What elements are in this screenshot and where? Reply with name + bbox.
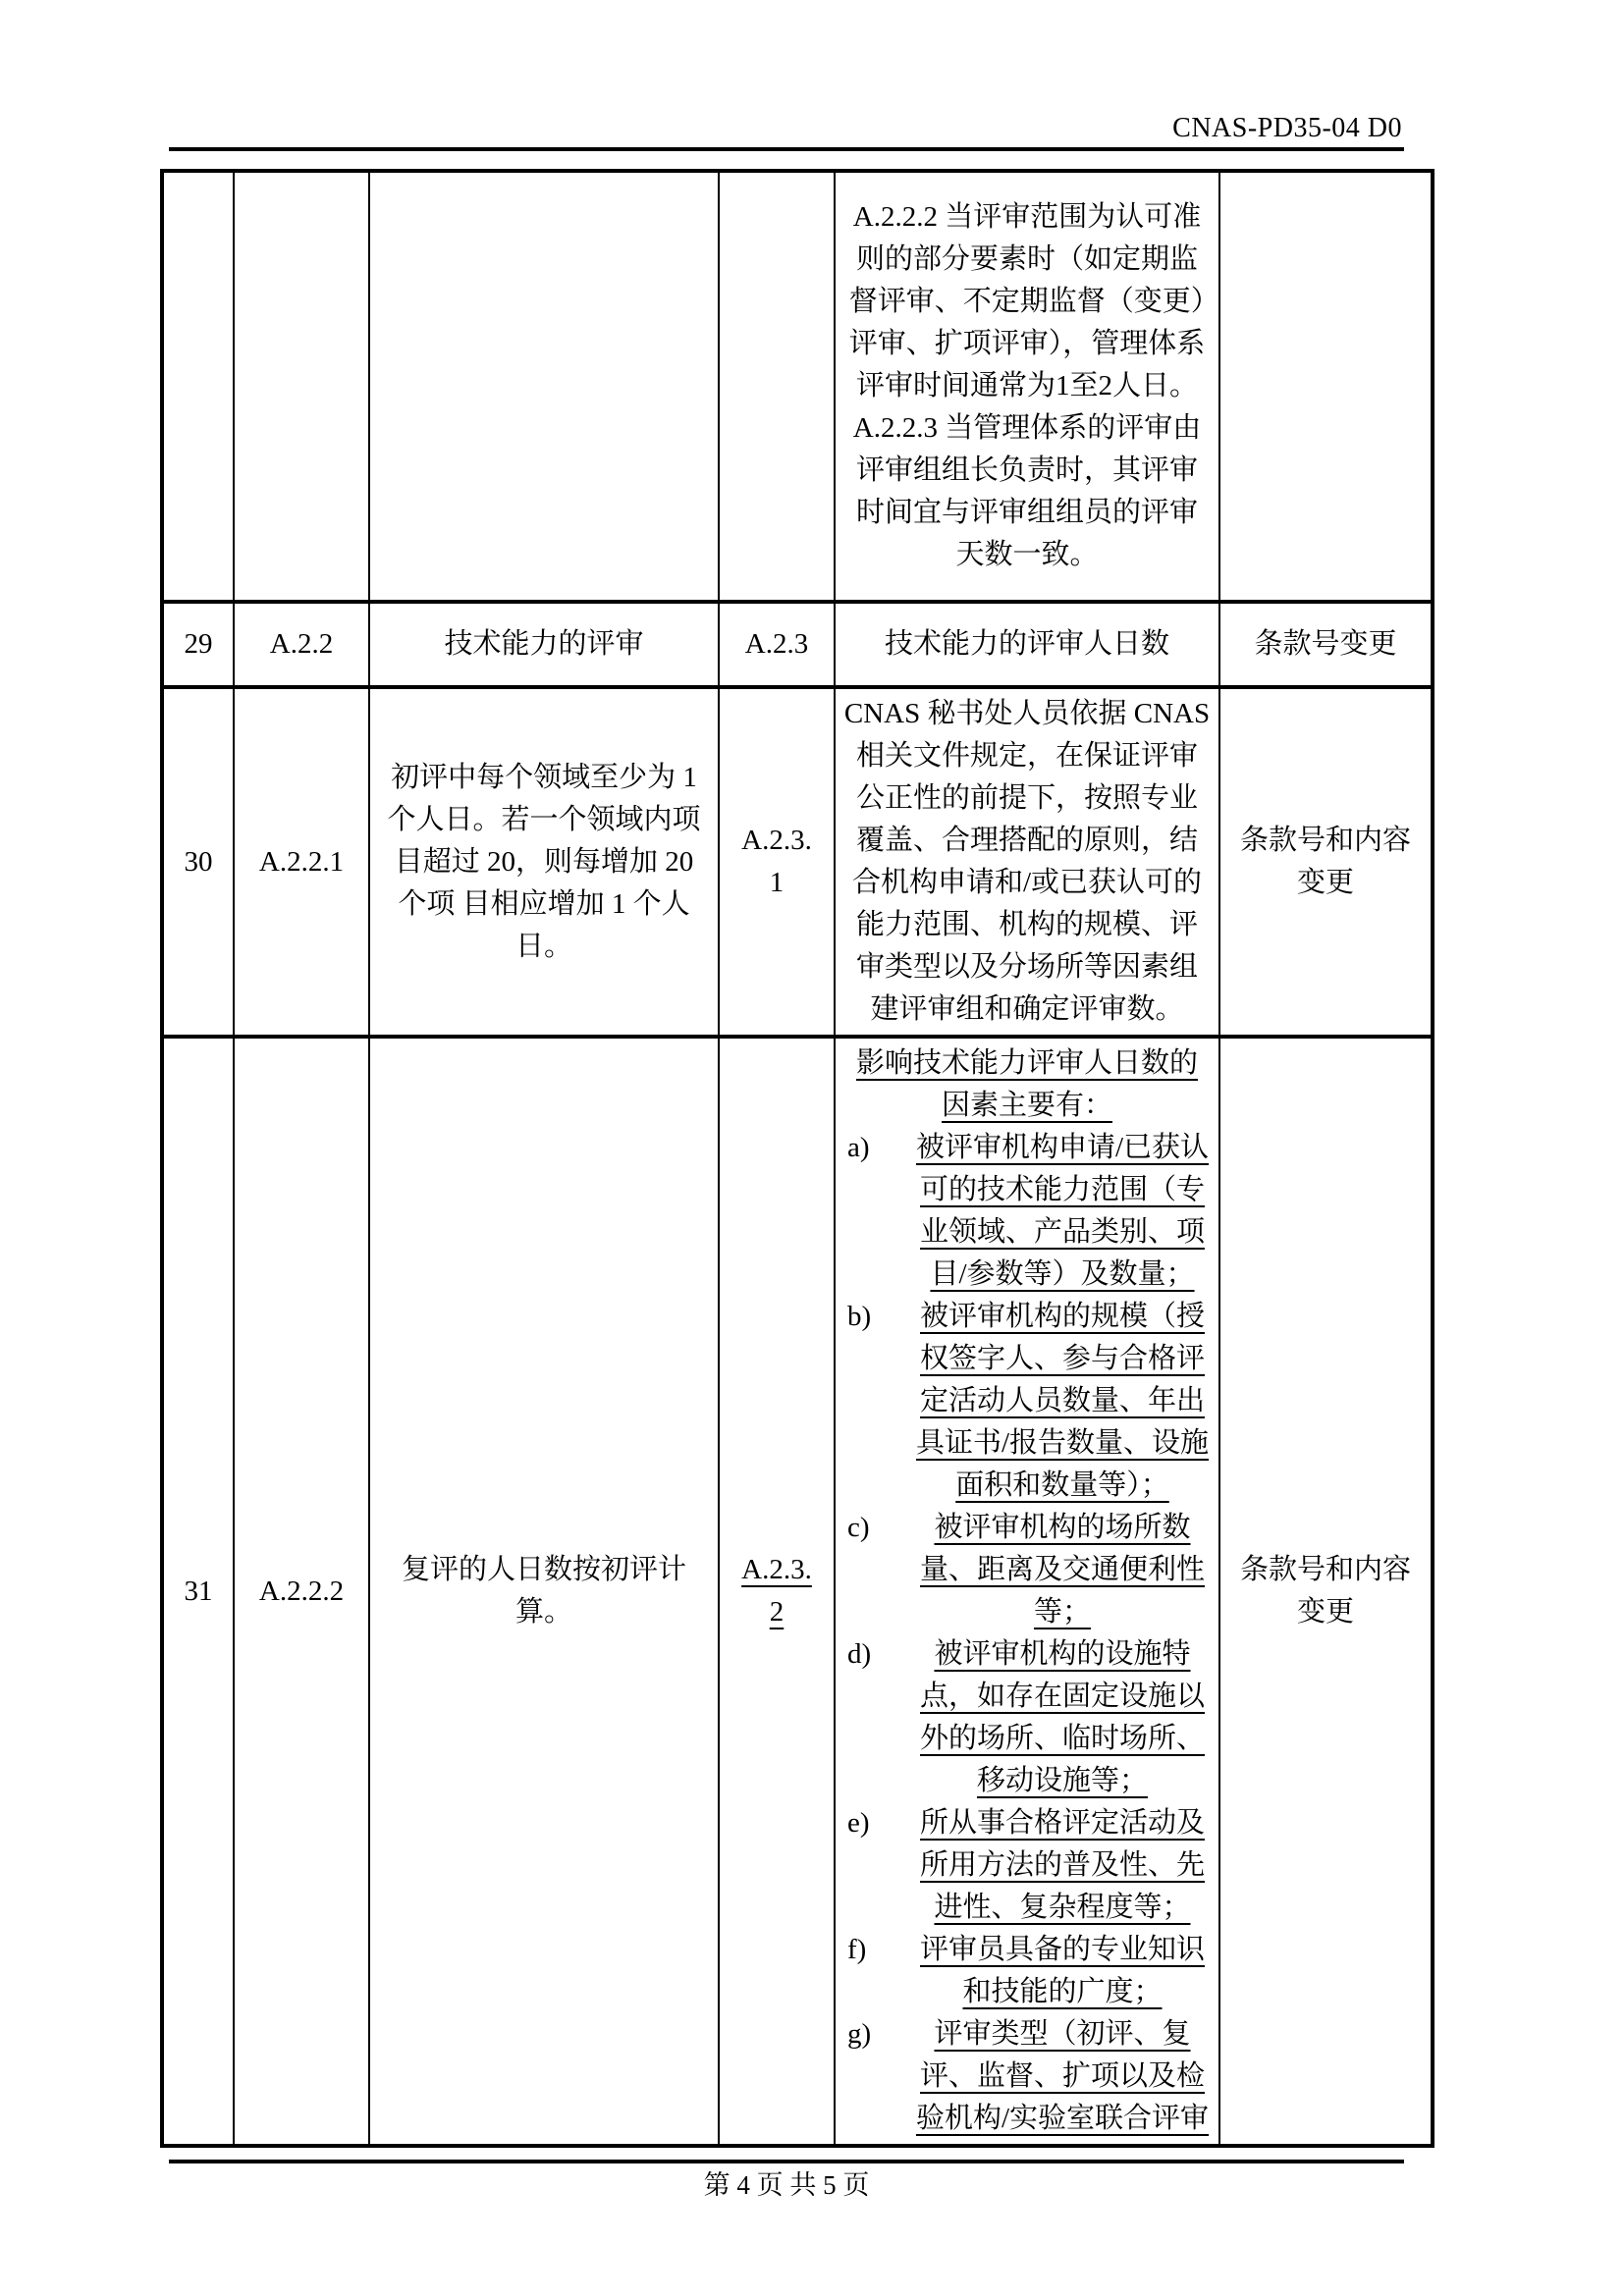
cell-new-clause <box>719 687 835 1037</box>
cell-change-type: 条款号变更 <box>1219 602 1433 687</box>
cell-old-text: 复评的人日数按初评计算。 <box>369 1037 719 2146</box>
list-item-text: 被评审机构的设施特点，如存在固定设施以外的场所、临时场所、移动设施等； <box>919 1638 1205 1796</box>
list-item-a <box>843 1127 1211 1296</box>
change-type-line: 变更 <box>1296 1596 1354 1628</box>
cell-old-clause: A.2.2.1 <box>234 687 369 1037</box>
cell-new-clause: A.2.3 <box>719 602 835 687</box>
paragraph-a223: A.2.2.3 当管理体系的评审由评审组组长负责时，其评审时间宜与评审组组员的评审天数一致。 <box>852 412 1202 570</box>
table-row-31 <box>162 1037 1433 2146</box>
cell-change-type <box>1219 687 1433 1037</box>
cell-new-text <box>835 171 1219 602</box>
cell-no: 30 <box>162 687 234 1037</box>
added-content-list <box>843 1042 1211 2140</box>
cell-old-clause: A.2.2 <box>234 602 369 687</box>
cell-old-clause <box>234 171 369 602</box>
paragraph-a222: A.2.2.2 当评审范围为认可准则的部分要素时（如定期监督评审、不定期监督（变更）评审、扩项评审），管理体系评审时间通常为1至2人日。 <box>848 201 1206 401</box>
new-clause-line: 2 <box>769 1596 785 1628</box>
list-item-text: 被评审机构申请/已获认可的技术能力范围（专业领域、产品类别、项目/参数等）及数量； <box>915 1132 1210 1290</box>
list-item-e <box>843 1802 1211 1929</box>
cell-old-text: 技术能力的评审 <box>369 602 719 687</box>
list-marker: a) <box>847 1132 870 1163</box>
new-clause-line: A.2.3. <box>741 1554 812 1585</box>
list-item-g <box>843 2013 1211 2140</box>
list-item-text: 被评审机构的场所数量、距离及交通便利性等； <box>919 1512 1205 1628</box>
list-item-text: 被评审机构的规模（授权签字人、参与合格评定活动人员数量、年出具证书/报告数量、设施面积和数量等）； <box>915 1301 1210 1501</box>
list-item-f <box>843 1929 1211 2013</box>
table-row-29 <box>162 602 1433 687</box>
new-clause-line: 1 <box>769 867 785 898</box>
list-item-b <box>843 1296 1211 1507</box>
cell-old-clause: A.2.2.2 <box>234 1037 369 2146</box>
list-marker: b) <box>847 1301 872 1332</box>
list-marker: d) <box>847 1638 872 1670</box>
footer-rule <box>169 2160 1404 2163</box>
header-rule <box>169 147 1404 151</box>
cell-new-clause <box>719 171 835 602</box>
list-marker: f) <box>847 1934 867 1965</box>
change-comparison-table <box>160 169 1435 2148</box>
cell-new-text: 技术能力的评审人日数 <box>835 602 1219 687</box>
change-type-line: 条款号和内容 <box>1239 825 1411 856</box>
cell-new-text: CNAS 秘书处人员依据 CNAS 相关文件规定，在保证评审公正性的前提下，按照专业覆盖、合理搭配的原则，结合机构申请和/或已获认可的能力范围、机构的规模、评审类型以及分场所等因素组建评审组和确定评审数。 <box>835 687 1219 1037</box>
cell-no: 31 <box>162 1037 234 2146</box>
page-number: 第 4 页 共 5 页 <box>703 2170 870 2200</box>
new-clause-line: A.2.3. <box>741 825 812 856</box>
list-marker: c) <box>847 1512 870 1543</box>
cell-no <box>162 171 234 602</box>
cell-old-text <box>369 171 719 602</box>
list-item-text: 评审员具备的专业知识和技能的广度； <box>919 1934 1205 2007</box>
cell-no: 29 <box>162 602 234 687</box>
cell-old-text: 初评中每个领域至少为 1 个人日。若一个领域内项目超过 20，则每增加 20 个项 目相应增加 1 个人日。 <box>369 687 719 1037</box>
cell-new-text <box>835 1037 1219 2146</box>
list-marker: e) <box>847 1807 870 1839</box>
list-item-d <box>843 1633 1211 1802</box>
list-item-text: 所从事合格评定活动及所用方法的普及性、先进性、复杂程度等； <box>919 1807 1205 1923</box>
cell-new-clause <box>719 1037 835 2146</box>
cell-change-type <box>1219 1037 1433 2146</box>
change-type-line: 变更 <box>1296 867 1354 898</box>
list-item-c <box>843 1507 1211 1633</box>
doc-code: CNAS-PD35-04 D0 <box>1172 113 1402 143</box>
table-row-30 <box>162 687 1433 1037</box>
cell-change-type <box>1219 171 1433 602</box>
table-row-continuation <box>162 171 1433 602</box>
list-marker: g) <box>847 2018 872 2050</box>
list-intro: 影响技术能力评审人日数的因素主要有： <box>855 1047 1198 1121</box>
change-type-line: 条款号和内容 <box>1239 1554 1411 1585</box>
list-item-text: 评审类型（初评、复评、监督、扩项以及检验机构/实验室联合评审 <box>915 2018 1210 2134</box>
